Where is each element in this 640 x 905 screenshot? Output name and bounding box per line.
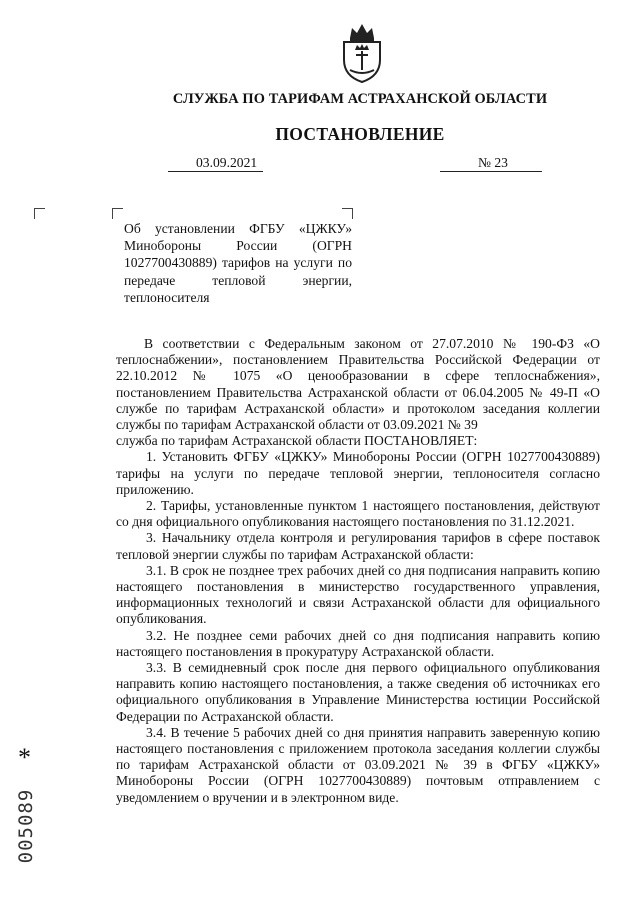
document-number xyxy=(440,155,542,172)
coat-of-arms-icon xyxy=(336,20,388,84)
resolves-paragraph: служба по тарифам Астраханской области ПОСТАНОВЛЯЕТ: xyxy=(116,433,478,449)
organization-name: СЛУЖБА ПО ТАРИФАМ АСТРАХАНСКОЙ ОБЛАСТИ xyxy=(172,91,548,107)
registration-stamp xyxy=(14,745,44,865)
document-date xyxy=(168,155,263,172)
preamble-paragraph: В соответствии с Федеральным законом от 27.07.2010 № 190-ФЗ «О теплоснабжении», постановлением Правительства Российской Федерации от 22.10.2012 № 1075 «О ценообразовании в сфере теплоснабжения», постановлением Правительства Астраханской области от 06.04.2005 № 49-П «О службе по тарифам Астраханской области» и протоколом заседания коллегии службы по тарифам Астраханской области от 03.09.2021 № 39 xyxy=(116,336,600,433)
registration-code: 005089 xyxy=(15,788,37,864)
bracket-left-inner xyxy=(112,208,123,219)
bracket-left xyxy=(34,208,45,219)
item-3-3-paragraph: 3.3. В семидневный срок после дня первого официального опубликования направить копию настоящего постановления, а также сведения об источниках его официального опубликования в Управление Министерства юстиции Российской Федерации по Астраханской области. xyxy=(116,660,600,724)
item-3-4-paragraph: 3.4. В течение 5 рабочих дней со дня принятия направить заверенную копию настоящего постановления с приложением протокола заседания коллегии службы по тарифам Астраханской области от 03.09.2021 № 39 в ФГБУ «ЦЖКУ» Минобороны России (ОГРН 1027700430889) почтовым отправлением с уведомлением о вручении и в электронном виде. xyxy=(116,724,600,805)
document-body xyxy=(116,336,600,806)
bracket-right xyxy=(342,208,353,219)
document-type: ПОСТАНОВЛЕНИЕ xyxy=(275,124,445,144)
asterisk-mark: * xyxy=(18,743,31,772)
item-1-paragraph: 1. Установить ФГБУ «ЦЖКУ» Минобороны России (ОГРН 1027700430889) тарифы на услуги по передаче тепловой энергии, теплоносителя согласно приложению. xyxy=(116,449,600,497)
item-2-paragraph: 2. Тарифы, установленные пунктом 1 настоящего постановления, действуют со дня официального опубликования настоящего постановления по 31.12.2021. xyxy=(116,498,600,530)
date-value: 03.09.2021 xyxy=(168,155,263,172)
number-value: № 23 xyxy=(440,155,542,172)
document-subject: Об установлении ФГБУ «ЦЖКУ» Минобороны России (ОГРН 1027700430889) тарифов на услуги по передаче тепловой энергии, теплоносителя xyxy=(124,221,352,305)
item-3-1-paragraph: 3.1. В срок не позднее трех рабочих дней со дня подписания направить копию настоящего постановления в министерство государственного управления, информационных технологий и связи Астраханской области для официального опубликования. xyxy=(116,562,600,627)
item-3-paragraph: 3. Начальнику отдела контроля и регулирования тарифов в сфере поставок тепловой энергии службы по тарифам Астраханской области: xyxy=(116,530,600,562)
item-3-2-paragraph: 3.2. Не позднее семи рабочих дней со дня подписания направить копию настоящего постановления в прокуратуру Астраханской области. xyxy=(116,627,600,659)
